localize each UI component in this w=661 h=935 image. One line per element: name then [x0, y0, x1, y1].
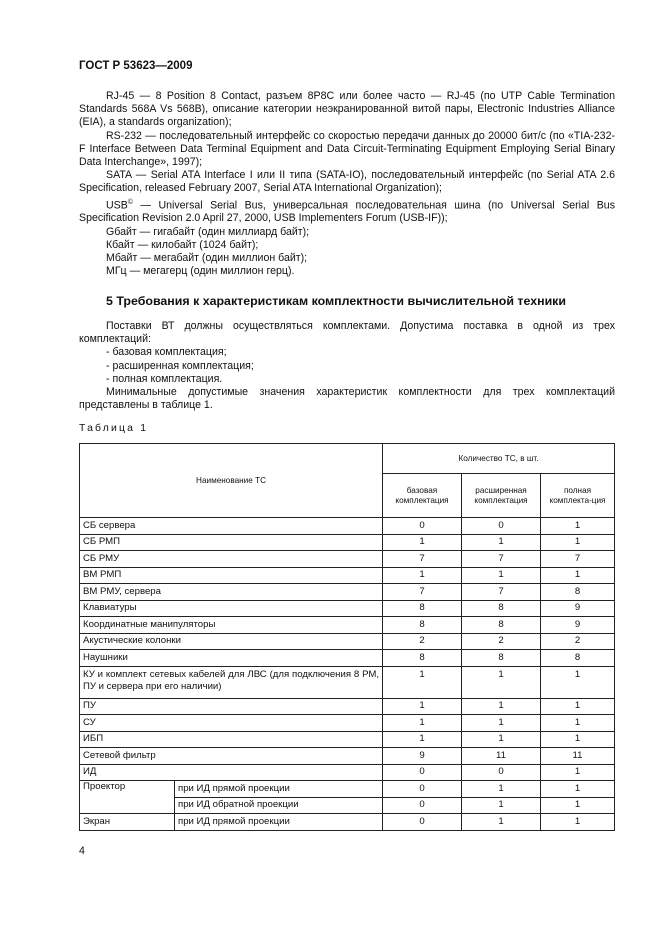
table-row — [80, 666, 615, 698]
cell-extended: 2 — [462, 633, 541, 650]
cell-full: 1 — [541, 534, 615, 551]
cell-basic: 0 — [383, 764, 462, 781]
table-row-projector-direct — [80, 781, 615, 798]
cell-full: 1 — [541, 698, 615, 715]
cell-basic: 7 — [383, 551, 462, 568]
section-title: 5 Требования к характеристикам комплектности вычислительной техники — [106, 294, 567, 308]
cell-extended: 1 — [462, 781, 541, 798]
header-extended: расширенная комплектация — [462, 474, 541, 518]
usb-text: — Universal Serial Bus, универсальная последовательная шина (по Universal Serial Bus Specification Revision 2.0 April 27, 2000, USB Implementers Forum (USB-IF)); — [79, 199, 615, 225]
cell-basic: 8 — [383, 617, 462, 634]
cell-full: 1 — [541, 715, 615, 732]
definition-usb — [79, 196, 615, 226]
row-name: Сетевой фильтр — [80, 748, 383, 765]
definition-rj45: RJ-45 — 8 Position 8 Contact, разъем 8P8C или более часто — RJ-45 (по UTP Cable Termination Standards 568A Vs 568B), описание категории неэкранированной витой пары, Electronic Industries Alliance (EIA), a standards organization); — [79, 90, 615, 129]
cell-basic: 8 — [383, 650, 462, 667]
row-name: СБ сервера — [80, 518, 383, 535]
definitions-block — [79, 90, 615, 278]
projector-sub-rear: при ИД обратной проекции — [175, 797, 383, 814]
row-name: ВМ РМУ, сервера — [80, 584, 383, 601]
row-name: Наушники — [80, 650, 383, 667]
cell-extended: 1 — [462, 715, 541, 732]
quantity-header: Количество ТС, в шт. — [383, 444, 615, 474]
row-name: Клавиатуры — [80, 600, 383, 617]
cell-extended: 1 — [462, 666, 541, 698]
cell-basic: 1 — [383, 731, 462, 748]
table-row — [80, 731, 615, 748]
header-full: полная комплекта-ция — [541, 474, 615, 518]
table-row-screen — [80, 814, 615, 831]
cell-extended: 8 — [462, 600, 541, 617]
table-row — [80, 715, 615, 732]
table-row — [80, 698, 615, 715]
cell-full: 7 — [541, 551, 615, 568]
table-label: Таблица 1 — [79, 423, 149, 434]
cell-basic: 8 — [383, 600, 462, 617]
cell-full: 1 — [541, 797, 615, 814]
cell-basic: 9 — [383, 748, 462, 765]
table-row — [80, 534, 615, 551]
cell-basic: 0 — [383, 781, 462, 798]
table-row — [80, 650, 615, 667]
equipment-table — [79, 443, 615, 831]
table-row — [80, 633, 615, 650]
list-item-basic: - базовая комплектация; — [106, 346, 227, 359]
cell-basic: 0 — [383, 797, 462, 814]
row-name: СУ — [80, 715, 383, 732]
cell-full: 8 — [541, 584, 615, 601]
cell-basic: 0 — [383, 518, 462, 535]
cell-full: 2 — [541, 633, 615, 650]
cell-full: 1 — [541, 814, 615, 831]
definition-kbyte: Кбайт — килобайт (1024 байт); — [106, 238, 259, 251]
usb-sup: © — [127, 198, 133, 206]
section-body — [79, 320, 615, 412]
table-row — [80, 600, 615, 617]
cell-extended: 8 — [462, 650, 541, 667]
table-row — [80, 748, 615, 765]
cell-extended: 1 — [462, 814, 541, 831]
definition-gbyte: Gбайт — гигабайт (один миллиард байт); — [106, 225, 310, 238]
cell-extended: 1 — [462, 698, 541, 715]
row-name: ИД — [80, 764, 383, 781]
name-column-header: Наименование ТС — [80, 444, 383, 518]
cell-extended: 11 — [462, 748, 541, 765]
definition-mhz: МГц — мегагерц (один миллион герц). — [106, 265, 295, 278]
cell-basic: 0 — [383, 814, 462, 831]
cell-full: 1 — [541, 518, 615, 535]
cell-full: 9 — [541, 617, 615, 634]
cell-extended: 0 — [462, 518, 541, 535]
row-name: ИБП — [80, 731, 383, 748]
projector-sub-direct: при ИД прямой проекции — [175, 781, 383, 798]
cell-basic: 1 — [383, 715, 462, 732]
cell-full: 8 — [541, 650, 615, 667]
row-name: ПУ — [80, 698, 383, 715]
cell-full: 1 — [541, 781, 615, 798]
row-name: КУ и комплект сетевых кабелей для ЛВС (для подключения 8 РМ, ПУ и сервера при его наличии) — [80, 666, 383, 698]
cell-full: 1 — [541, 567, 615, 584]
table-row — [80, 764, 615, 781]
screen-name: Экран — [80, 814, 175, 831]
section-intro: Поставки ВТ должны осуществляться комплектами. Допустима поставка в одной из трех комплектаций: — [79, 320, 615, 346]
table-row — [80, 584, 615, 601]
table-row — [80, 567, 615, 584]
cell-extended: 7 — [462, 584, 541, 601]
cell-full: 1 — [541, 731, 615, 748]
row-name: СБ РМУ — [80, 551, 383, 568]
definition-sata: SATA — Serial ATA Interface I или II типа (SATA-IO), последовательный интерфейс (по Serial ATA 2.6 Specification, released February 2007, Serial ATA International Organization); — [79, 169, 615, 195]
cell-extended: 1 — [462, 534, 541, 551]
definition-mbyte: Мбайт — мегабайт (один миллион байт); — [106, 251, 308, 264]
row-name: Акустические колонки — [80, 633, 383, 650]
definition-rs232: RS-232 — последовательный интерфейс со скоростью передачи данных до 20000 бит/с (по «TIA-232-F Interface Between Data Terminal Equipment and Data Circuit-Terminating Equipment Employing Serial Binary Data Interchange», 1997); — [79, 129, 615, 169]
table-row — [80, 518, 615, 535]
cell-full: 1 — [541, 666, 615, 698]
cell-basic: 1 — [383, 534, 462, 551]
cell-basic: 2 — [383, 633, 462, 650]
cell-extended: 1 — [462, 731, 541, 748]
cell-basic: 1 — [383, 666, 462, 698]
row-name: СБ РМП — [80, 534, 383, 551]
cell-extended: 7 — [462, 551, 541, 568]
cell-basic: 1 — [383, 567, 462, 584]
projector-name: Проектор — [80, 781, 175, 814]
cell-full: 11 — [541, 748, 615, 765]
cell-extended: 0 — [462, 764, 541, 781]
row-name: ВМ РМП — [80, 567, 383, 584]
table-row — [80, 551, 615, 568]
usb-term: USB — [106, 199, 128, 212]
screen-sub: при ИД прямой проекции — [175, 814, 383, 831]
cell-extended: 1 — [462, 797, 541, 814]
cell-extended: 8 — [462, 617, 541, 634]
cell-basic: 1 — [383, 698, 462, 715]
page-number: 4 — [79, 845, 85, 857]
list-item-full: - полная комплектация. — [106, 372, 223, 385]
cell-basic: 7 — [383, 584, 462, 601]
table-row — [80, 617, 615, 634]
section-note: Минимальные допустимые значения характеристик комплектности для трех комплектаций представлены в таблице 1. — [79, 386, 615, 412]
cell-extended: 1 — [462, 567, 541, 584]
cell-full: 1 — [541, 764, 615, 781]
document-header: ГОСТ Р 53623—2009 — [79, 60, 193, 72]
list-item-extended: - расширенная комплектация; — [106, 359, 254, 372]
header-basic: базовая комплектация — [383, 474, 462, 518]
row-name: Координатные манипуляторы — [80, 617, 383, 634]
cell-full: 9 — [541, 600, 615, 617]
